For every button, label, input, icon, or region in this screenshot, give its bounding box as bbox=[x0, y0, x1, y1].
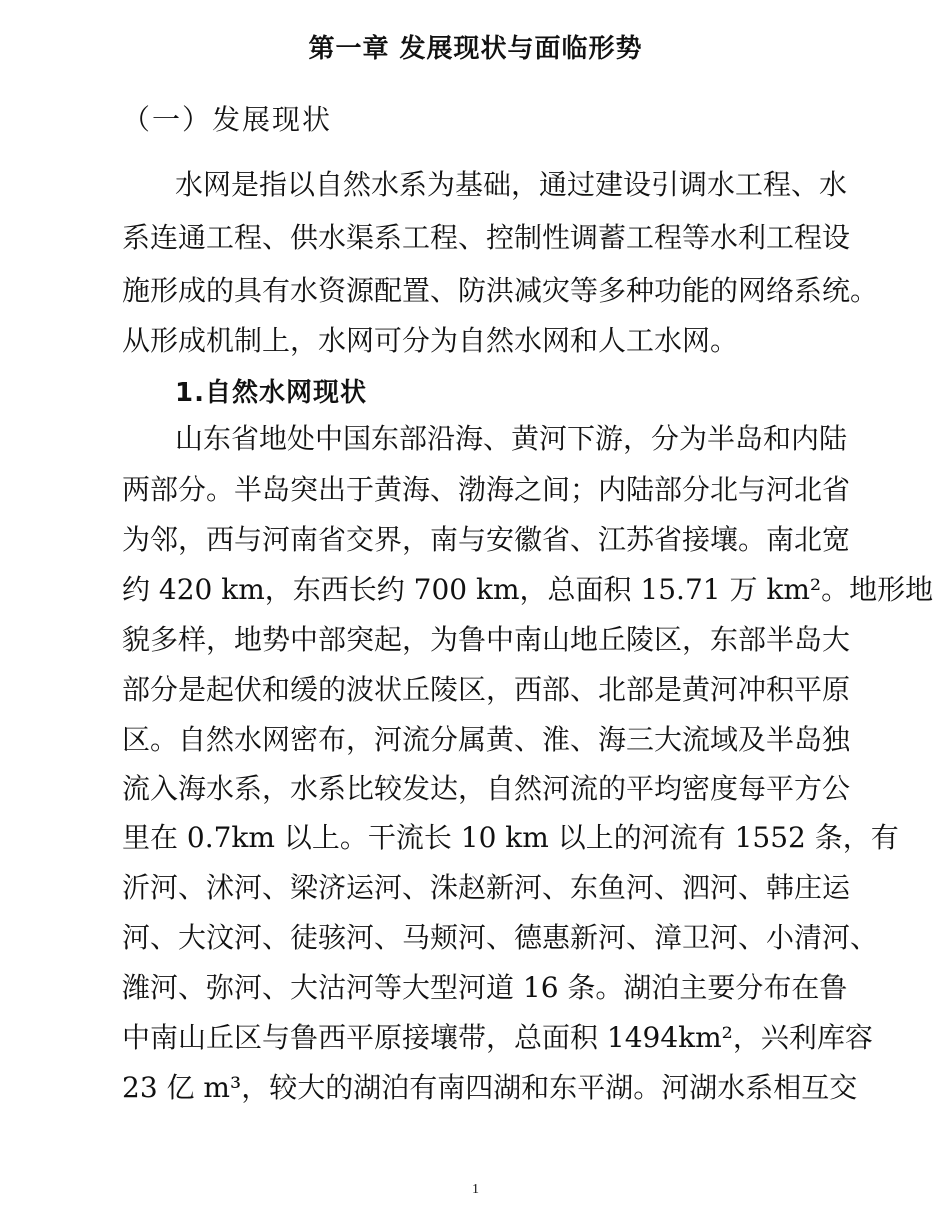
paragraph-line: 水网是指以自然水系为基础，通过建设引调水工程、水 bbox=[175, 168, 848, 201]
page-number: 1 bbox=[472, 1182, 479, 1197]
subsection-heading: 1.自然水网现状 bbox=[175, 378, 367, 408]
paragraph-line: 貌多样，地势中部突起，为鲁中南山地丘陵区，东部半岛大 bbox=[122, 623, 851, 656]
paragraph-line: 为邻，西与河南省交界，南与安徽省、江苏省接壤。南北宽 bbox=[122, 523, 851, 556]
paragraph-line: 流入海水系，水系比较发达，自然河流的平均密度每平方公 bbox=[122, 772, 851, 805]
chapter-title: 第一章 发展现状与面临形势 bbox=[308, 34, 643, 64]
paragraph-line: 沂河、沭河、梁济运河、洙赵新河、东鱼河、泗河、韩庄运 bbox=[122, 871, 851, 904]
paragraph-line: 两部分。半岛突出于黄海、渤海之间；内陆部分北与河北省 bbox=[122, 473, 851, 506]
paragraph-line: 潍河、弥河、大沽河等大型河道 16 条。湖泊主要分布在鲁 bbox=[122, 971, 848, 1004]
section-heading: （一）发展现状 bbox=[122, 103, 333, 136]
paragraph-line: 从形成机制上，水网可分为自然水网和人工水网。 bbox=[122, 324, 739, 357]
paragraph-line: 河、大汶河、徒骇河、马颊河、德惠新河、漳卫河、小清河、 bbox=[122, 921, 879, 954]
paragraph-line: 里在 0.7km 以上。干流长 10 km 以上的河流有 1552 条，有 bbox=[122, 821, 899, 854]
paragraph-line: 部分是起伏和缓的波状丘陵区，西部、北部是黄河冲积平原 bbox=[122, 673, 851, 706]
paragraph-line: 施形成的具有水资源配置、防洪减灾等多种功能的网络系统。 bbox=[122, 274, 879, 307]
paragraph-line: 23 亿 m³，较大的湖泊有南四湖和东平湖。河湖水系相互交 bbox=[122, 1071, 858, 1104]
paragraph-line: 区。自然水网密布，河流分属黄、淮、海三大流域及半岛独 bbox=[122, 723, 851, 756]
paragraph-line: 约 420 km，东西长约 700 km，总面积 15.71 万 km²。地形地 bbox=[122, 573, 934, 606]
paragraph-line: 山东省地处中国东部沿海、黄河下游，分为半岛和内陆 bbox=[175, 422, 848, 455]
paragraph-line: 系连通工程、供水渠系工程、控制性调蓄工程等水利工程设 bbox=[122, 221, 851, 254]
paragraph-line: 中南山丘区与鲁西平原接壤带，总面积 1494km²，兴利库容 bbox=[122, 1021, 873, 1054]
